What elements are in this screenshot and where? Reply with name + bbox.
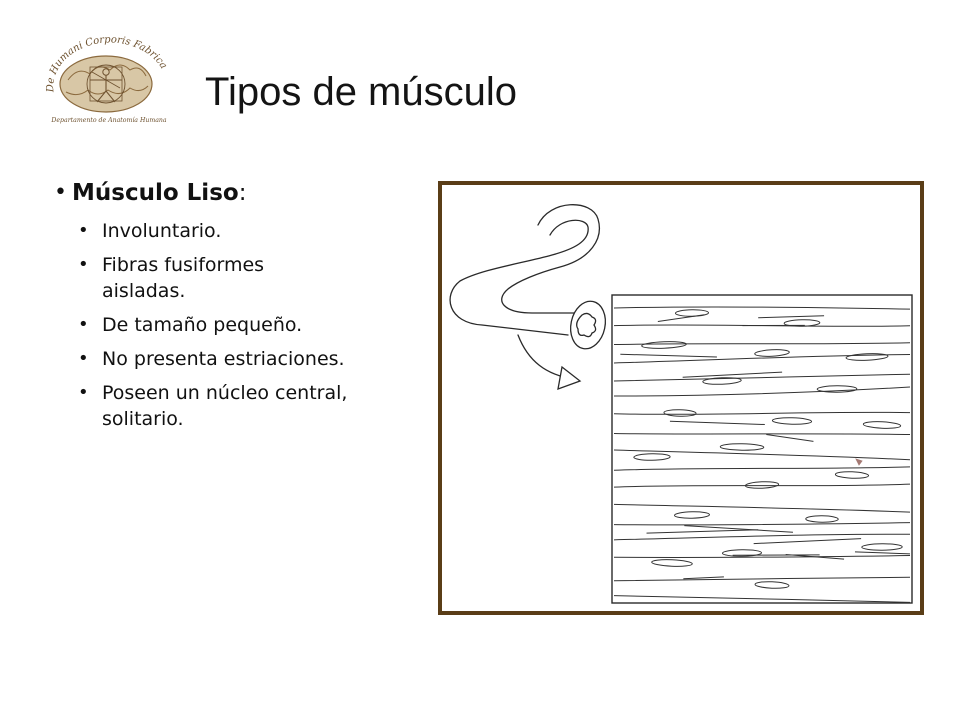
- organ-outline: [450, 220, 588, 335]
- muscle-fiber: [683, 577, 724, 579]
- smooth-muscle-illustration: [442, 185, 920, 611]
- muscle-fiber: [647, 530, 759, 533]
- muscle-fiber: [766, 435, 813, 442]
- nucleus: [703, 377, 742, 385]
- tube-section: [566, 298, 609, 352]
- sub-bullet: • Poseen un núcleo central, solitario.: [54, 380, 454, 432]
- bullet-heading: [54, 176, 454, 210]
- nucleus: [772, 417, 811, 424]
- muscle-fiber: [614, 450, 910, 460]
- muscle-fiber: [614, 577, 910, 581]
- muscle-fiber: [614, 534, 910, 540]
- muscle-fiber: [683, 372, 782, 377]
- muscle-fiber: [614, 374, 910, 381]
- muscle-fiber: [614, 504, 910, 512]
- muscle-fiber: [614, 523, 910, 525]
- nucleus: [755, 581, 789, 589]
- muscle-fiber: [614, 556, 910, 558]
- nucleus: [846, 353, 888, 361]
- nucleus: [642, 341, 687, 349]
- sub-bullet: • Involuntario.: [54, 218, 454, 244]
- nucleus: [652, 559, 693, 567]
- nucleus: [835, 471, 868, 479]
- nucleus: [806, 516, 839, 523]
- nucleus: [862, 544, 903, 551]
- muscle-fiber: [614, 343, 910, 345]
- muscle-fiber: [620, 354, 717, 357]
- muscle-fiber: [614, 412, 910, 414]
- tube-lumen: [577, 313, 596, 336]
- nucleus: [817, 386, 857, 393]
- sub-bullet: • Fibras fusiformes aisladas.: [54, 252, 454, 304]
- nucleus: [755, 349, 790, 357]
- sub-bullet: • No presenta estriaciones.: [54, 346, 454, 372]
- muscle-fiber: [758, 316, 824, 318]
- muscle-fiber: [614, 387, 910, 396]
- slide-title: Tipos de músculo: [205, 70, 517, 114]
- logo: [34, 34, 184, 126]
- muscle-fiber: [754, 539, 861, 544]
- bullet-heading-text: Músculo Liso: [72, 180, 239, 206]
- vitruvian-logo-icon: [34, 34, 184, 126]
- sub-bullet-list: [54, 218, 454, 432]
- muscle-fiber: [670, 421, 765, 424]
- smooth-muscle-figure: [438, 181, 924, 615]
- nucleus: [863, 421, 901, 429]
- bullet-list: [54, 176, 454, 440]
- muscle-fiber: [855, 552, 910, 554]
- nucleus: [634, 454, 670, 461]
- speck: [856, 459, 862, 465]
- nucleus-group: [634, 310, 902, 589]
- sub-bullet: • De tamaño pequeño.: [54, 312, 454, 338]
- muscle-fiber: [614, 596, 910, 603]
- bullet-heading-suffix: :: [238, 180, 247, 206]
- muscle-fiber: [614, 307, 910, 309]
- muscle-fiber: [614, 484, 910, 487]
- nucleus: [674, 511, 709, 518]
- arrow-head: [558, 367, 580, 389]
- logo-text-top: De Humani Corporis Fabrica: [45, 34, 169, 93]
- muscle-fiber: [614, 467, 910, 470]
- muscle-fiber: [614, 434, 910, 435]
- nucleus: [720, 443, 764, 450]
- nucleus: [664, 409, 696, 416]
- logo-text-bottom: Departamento de Anatomía Humana: [51, 117, 167, 124]
- nucleus: [745, 481, 779, 489]
- organ-outline: [502, 205, 600, 313]
- nucleus: [675, 310, 708, 317]
